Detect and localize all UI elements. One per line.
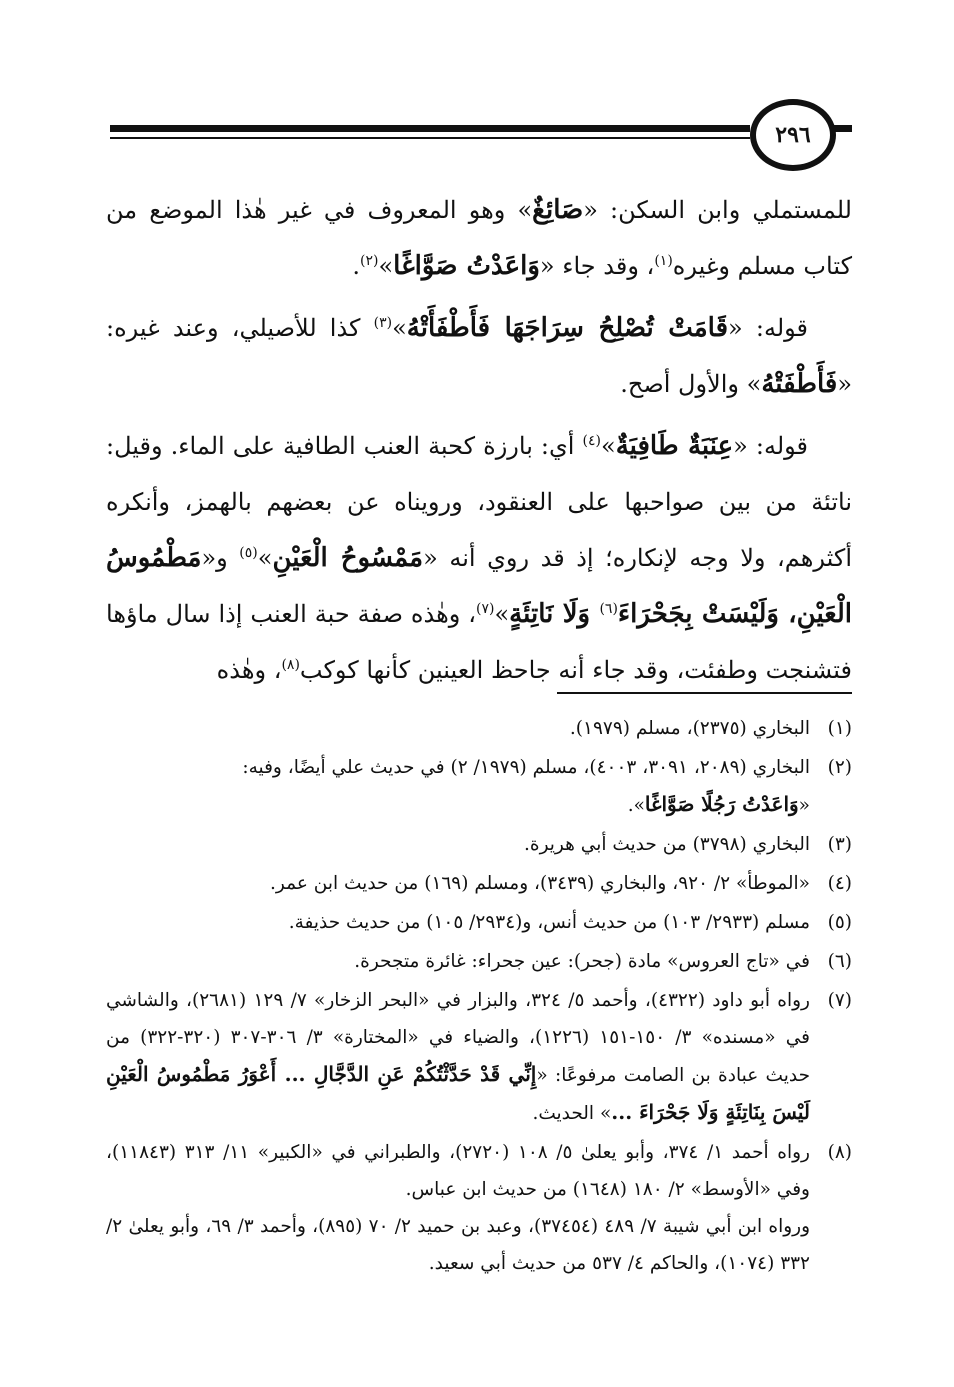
text-run: » والأول أصح. [620, 370, 762, 398]
footnote-number: (٤) [827, 873, 852, 894]
page-number: ٢٩٦ [750, 99, 836, 171]
footnote-ref: (٣) [373, 315, 393, 331]
hadith-quote: صَائِغٌ [532, 195, 584, 225]
text-run: ، وهٰذه صفة حبة العنب إذا سال ماؤها فتشنجت وطفئت، وقد جاء أنه جاحظ العينين كأنها كوكب [106, 600, 852, 684]
text-run: قوله: « [733, 432, 809, 460]
page-header [110, 97, 850, 165]
footnote [106, 943, 852, 980]
text-run: البخاري (٢٣٧٥)، مسلم (١٩٧٩). [569, 718, 810, 739]
footnote-body [106, 710, 810, 747]
text-run: أي: بارزة كحبة العنب الطافية على الماء. وقيل: ناتئة من بين صواحبها على العنقود، ورويناه عن بعضهم بالهمز، وأنكره أكثرهم، ولا وجه لإنكاره؛ إذ قد روي أنه « [106, 432, 853, 572]
footnote-line [106, 710, 810, 747]
footnote [106, 826, 852, 863]
text-run: » [257, 544, 273, 572]
text-run: رواه أبو داود (٤٣٢٢)، وأحمد ٥/ ٣٢٤، والبزار في «البحر الزخار» ٧/ ١٢٩ (٢٦٨١)، والشاشي في «مسنده» ٣/ ١٥٠-١٥١ (١٢٢٦)، والضياء في «المختارة» ٣/ ٣٠٦-٣٠٧ (٣٢٠-٣٢٢) من حديث عبادة بن الصامت مرفوعًا: « [106, 990, 810, 1086]
hadith-quote: عِنَبَةٌ طَافِيَةٌ [615, 431, 734, 461]
footnotes [106, 710, 852, 1284]
hadith-quote: مَمْسُوحُ الْعَيْنِ [272, 543, 424, 573]
footnote-line [106, 749, 810, 786]
footnote [106, 982, 852, 1132]
footnote-number: (٦) [827, 951, 852, 972]
footnote-number: (١) [827, 718, 852, 739]
footnote-line [106, 865, 810, 902]
text-run: ورواه ابن أبي شيبة ٧/ ٤٨٩ (٣٧٤٥٤)، وعبد بن حميد ٢/ ٧٠ (٨٩٥)، وأحمد ٣/ ٦٩، وأبو يعلىٰ ٢/ ٣٣٢ (١٠٧٤)، والحاكم ٤/ ٥٣٧ من حديث أبي سعيد. [106, 1216, 811, 1274]
footnote-line [106, 826, 810, 863]
hadith-quote: وَاعَدْتُ رَجُلًا صَوَّاغًا [644, 792, 799, 816]
text-run: » الحديث. [532, 1103, 612, 1124]
footnote-ref: (١) [654, 253, 673, 269]
header-rule-thin [110, 137, 750, 139]
footnote [106, 1134, 852, 1282]
text-run: البخاري (٣٧٩٨) من حديث أبي هريرة. [524, 834, 810, 855]
footnote [106, 710, 852, 747]
footnote-number: (٥) [827, 912, 852, 933]
text-run: قوله: « [728, 314, 808, 342]
footnote-ref: (٨) [281, 657, 300, 673]
text-run: مسلم (٢٩٣٣/ ١٠٣) من حديث أنس، و(٢٩٣٤/ ١٠٥) من حديث حذيفة. [288, 912, 810, 933]
footnote-line [106, 1134, 810, 1208]
text-run: رواه أحمد ١/ ٣٧٤، وأبو يعلىٰ ٥/ ١٠٨ (٢٧٢٠)، والطبراني في «الكبير» ١١/ ٣١٣ (١١٨٤٣)، وفي «الأوسط» ٢/ ١٨٠ (١٦٤٨) من حديث ابن عباس. [106, 1142, 810, 1200]
text-run: » [494, 600, 510, 628]
footnote-ref: (٥) [239, 545, 258, 561]
footnote-line [106, 786, 810, 824]
text-run: » [378, 252, 394, 280]
text-run: ». [627, 795, 645, 816]
footnote-line [106, 1208, 810, 1282]
footnote-separator [557, 692, 852, 694]
footnote-number: (٨) [827, 1142, 852, 1163]
footnote [106, 904, 852, 941]
text-run: . [352, 252, 360, 280]
text-run: «الموطأ» ٢/ ٩٢٠، والبخاري (٣٤٣٩)، ومسلم (١٦٩) من حديث ابن عمر. [270, 873, 810, 894]
hadith-quote: مَطْمُوسُ الْعَيْنِ، وَلَيْسَتْ بِجَحْرَاءَ [106, 543, 852, 629]
footnote-ref: (٤) [582, 433, 601, 449]
paragraph [106, 418, 852, 698]
footnote-ref: (٦) [599, 601, 618, 617]
footnote-body [106, 943, 810, 980]
hadith-quote: فَأَطْفَتْهُ [761, 369, 838, 399]
hadith-quote: قَامَتْ تُصْلِحُ سِرَاجَهَا فَأَطْفَأَتْهُ [406, 313, 729, 343]
text-run: « [798, 795, 810, 816]
footnote [106, 865, 852, 902]
footnote-number: (٧) [827, 990, 852, 1011]
header-rule-thick [110, 125, 750, 132]
footnote [106, 749, 852, 824]
footnote-body [106, 982, 810, 1132]
text-run: » [601, 432, 616, 460]
hadith-quote: إِنِّي قَدْ حَدَّثْتُكُمْ عَنِ الدَّجَّالِ ... أَعْوَرُ مَطْمُوسُ الْعَيْنِ لَيْسَ بِنَاتِئَةٍ وَلَا جَحْرَاءَ ... [106, 1062, 810, 1124]
footnote-number: (٣) [827, 834, 852, 855]
text-run: » [392, 314, 407, 342]
text-run: البخاري (٢٠٨٩، ٣٠٩١، ٤٠٠٣)، مسلم (١٩٧٩/ ٢) في حديث علي أيضًا، وفيه: [242, 757, 810, 778]
text-run: ، وهٰذه [216, 656, 282, 684]
text-run: للمستملي وابن السكن: « [583, 196, 852, 224]
footnote-body [106, 865, 810, 902]
footnote-body [106, 826, 810, 863]
footnote-body [106, 1134, 810, 1282]
hadith-quote: وَاعَدْتُ صَوَّاغًا [393, 251, 540, 281]
hadith-quote: وَلَا نَاتِئَةٍ [509, 599, 600, 629]
footnote-line [106, 982, 810, 1132]
footnote-body [106, 904, 810, 941]
text-run: و« [201, 544, 240, 572]
footnote-line [106, 904, 810, 941]
text-run: ، وقد جاء « [539, 252, 655, 280]
paragraph [106, 182, 852, 294]
text-run: كذا للأصيلي، وعند غيره: « [106, 314, 852, 398]
main-text [106, 182, 852, 704]
text-run: في «تاج العروس» مادة (جحر): عين جحراء: غائرة متجحرة. [354, 951, 810, 972]
footnote-number: (٢) [827, 757, 852, 778]
footnote-body [106, 749, 810, 824]
paragraph [106, 300, 852, 412]
footnote-ref: (٢) [360, 253, 379, 269]
footnote-line [106, 943, 810, 980]
footnote-ref: (٧) [476, 601, 495, 617]
text-run: » وهو المعروف في غير هٰذا الموضع من كتاب مسلم وغيره [106, 196, 852, 280]
